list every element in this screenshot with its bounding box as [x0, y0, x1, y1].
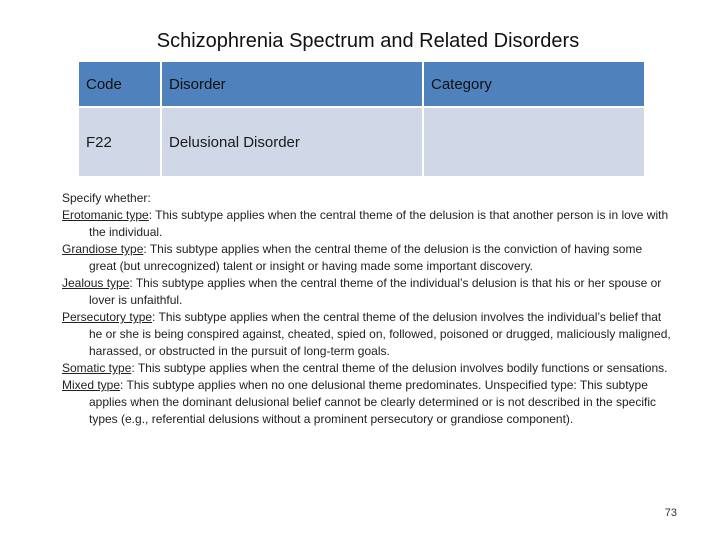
- subtype-term: Mixed type: [62, 378, 121, 392]
- subtype-text: : This subtype applies when the central theme of the delusion involves the individual’s belief that he or she is being conspired against, cheated, spied on, followed, poisoned or drugged, maliciously maligned, harassed, or obstructed in the pursuit of long-term goals.: [89, 310, 671, 358]
- subtype-text: : This subtype applies when the central theme of the delusion is that another person is in love with the individual.: [89, 208, 669, 239]
- header-disorder: Disorder: [161, 61, 423, 107]
- subtype-term: Persecutory type: [62, 310, 153, 324]
- specify-intro: Specify whether:: [62, 191, 151, 205]
- subtype-persecutory: [62, 309, 672, 360]
- subtype-text: : This subtype applies when the central theme of the delusion involves bodily functions or sensations.: [131, 361, 668, 375]
- subtype-text: : This subtype applies when the central theme of the delusion is the conviction of having some great (but unrecognized) talent or insight or having made some important discovery.: [89, 242, 643, 273]
- subtype-text: : This subtype applies when no one delusional theme predominates. Unspecified type: This subtype applies when the dominant delusional belief cannot be clearly determined or is not described in the specific types (e.g., referential delusions without a prominent persecutory or grandiose component).: [89, 378, 657, 426]
- header-code: Code: [78, 61, 161, 107]
- table-header-row: [78, 61, 645, 107]
- subtype-grandiose: [62, 241, 672, 275]
- table-row: [78, 107, 645, 177]
- subtype-mixed: [62, 377, 672, 428]
- disorder-table: [77, 60, 646, 178]
- subtype-term: Jealous type: [62, 276, 130, 290]
- slide-title: Schizophrenia Spectrum and Related Disorders: [156, 30, 580, 52]
- subtype-term: Grandiose type: [62, 242, 144, 256]
- header-category: Category: [423, 61, 645, 107]
- subtype-erotomanic: [62, 207, 672, 241]
- page-number: 73: [664, 507, 677, 519]
- subtype-somatic: [62, 360, 672, 377]
- subtype-text: : This subtype applies when the central theme of the individual’s delusion is that his or her spouse or lover is unfaithful.: [89, 276, 662, 307]
- subtype-term: Erotomanic type: [62, 208, 149, 222]
- subtype-term: Somatic type: [62, 361, 132, 375]
- specifier-list: [62, 190, 672, 428]
- cell-code: F22: [78, 107, 161, 177]
- subtype-jealous: [62, 275, 672, 309]
- cell-category: [423, 107, 645, 177]
- cell-disorder: Delusional Disorder: [161, 107, 423, 177]
